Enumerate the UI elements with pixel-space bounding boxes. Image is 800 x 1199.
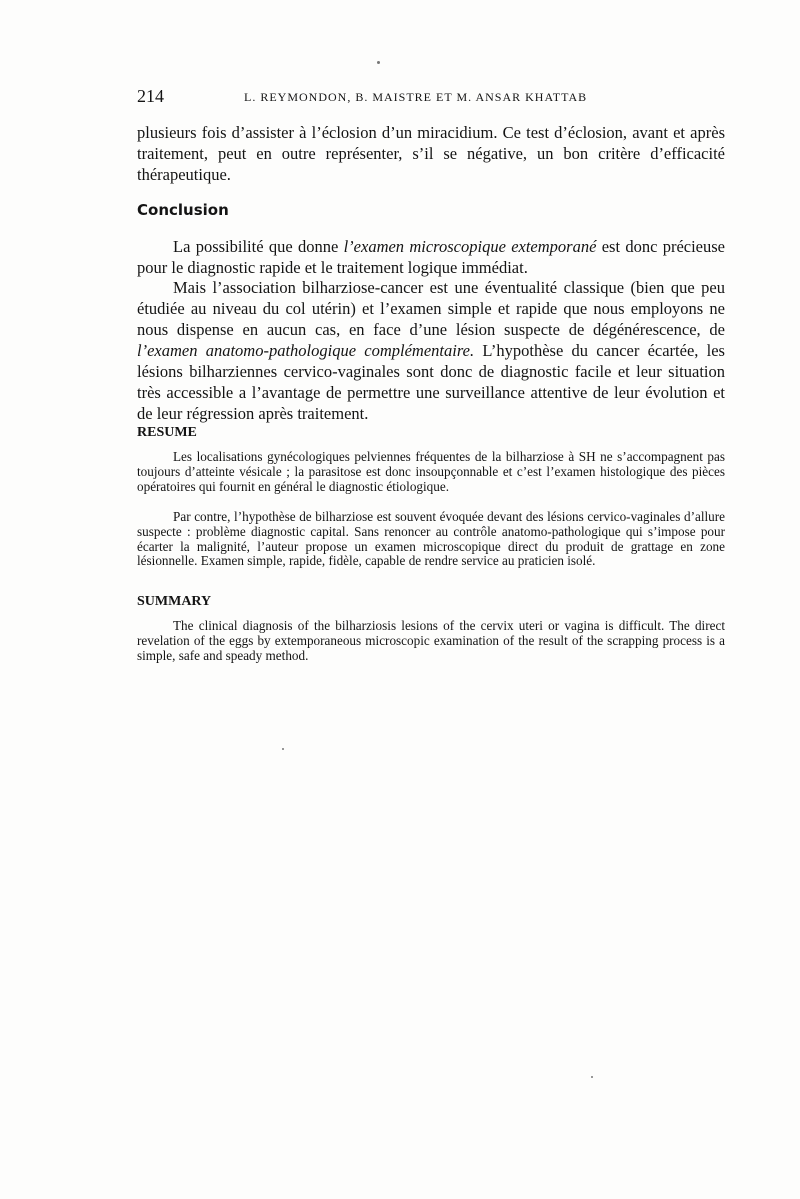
emphasis-text: l’examen microscopique extemporané	[343, 237, 597, 256]
page-number: 214	[137, 86, 164, 106]
summary-paragraph: The clinical diagnosis of the bilharziosis lesions of the cervix uteri or vagina is difficult. The direct revelation of the eggs by extemporaneous microscopic examination of the result of the scrapping process is a simple, safe and speady method.	[137, 618, 725, 663]
resume-heading: RESUME	[137, 425, 197, 440]
print-speck	[591, 1076, 593, 1078]
intro-paragraph: plusieurs fois d’assister à l’éclosion d’un miracidium. Ce test d’éclosion, avant et après traitement, peut en outre représenter, s’il se négative, un bon critère d’efficacité thérapeutique.	[137, 123, 725, 184]
resume-paragraph-2: Par contre, l’hypothèse de bilharziose est souvent évoquée devant des lésions cervico-vaginales d’allure suspecte : problème diagnostic capital. Sans renoncer au contrôle anatomo-pathologique qui s’impose pour écarter la malignité, l’auteur propose un examen microscopique direct du produit de grattage en zone lésionnelle. Examen simple, rapide, fidèle, capable de rendre service au praticien isolé.	[137, 509, 725, 569]
conclusion-heading: Conclusion	[137, 201, 229, 219]
emphasis-text: l’examen anatomo-pathologique complémentaire.	[137, 341, 475, 360]
conclusion-paragraph-2	[137, 277, 725, 424]
text-span: est donc précieuse pour le diagnostic rapide et le traitement logique immédiat.	[137, 237, 725, 277]
page-header	[137, 86, 727, 110]
print-speck	[282, 748, 284, 750]
running-head: L. REYMONDON, B. MAISTRE ET M. ANSAR KHATTAB	[244, 90, 588, 104]
resume-paragraph-1: Les localisations gynécologiques pelviennes fréquentes de la bilharziose à SH ne s’accompagnent pas toujours d’atteinte vésicale ; la parasitose est donc insoupçonnable et c’est l’examen histologique des pièces opératoires qui fournit en général le diagnostic étiologique.	[137, 449, 725, 494]
summary-heading: SUMMARY	[137, 594, 212, 609]
text-span: L’hypothèse du cancer écartée, les lésions bilharziennes cervico-vaginales sont donc de diagnostic facile et leur situation très accessible a l’avantage de permettre une surveillance attentive de leur évolution et de leur régression après traitement.	[137, 341, 725, 423]
text-span: La possibilité que donne	[173, 237, 344, 256]
conclusion-paragraph-1	[137, 236, 725, 278]
print-speck	[377, 61, 380, 64]
text-span: Mais l’association bilharziose-cancer est une éventualité classique (bien que peu étudiée au niveau du col utérin) et l’examen simple et rapide que nous employons ne nous dispense en aucun cas, en face d’une lésion suspecte de dégénérescence, de	[137, 278, 725, 339]
